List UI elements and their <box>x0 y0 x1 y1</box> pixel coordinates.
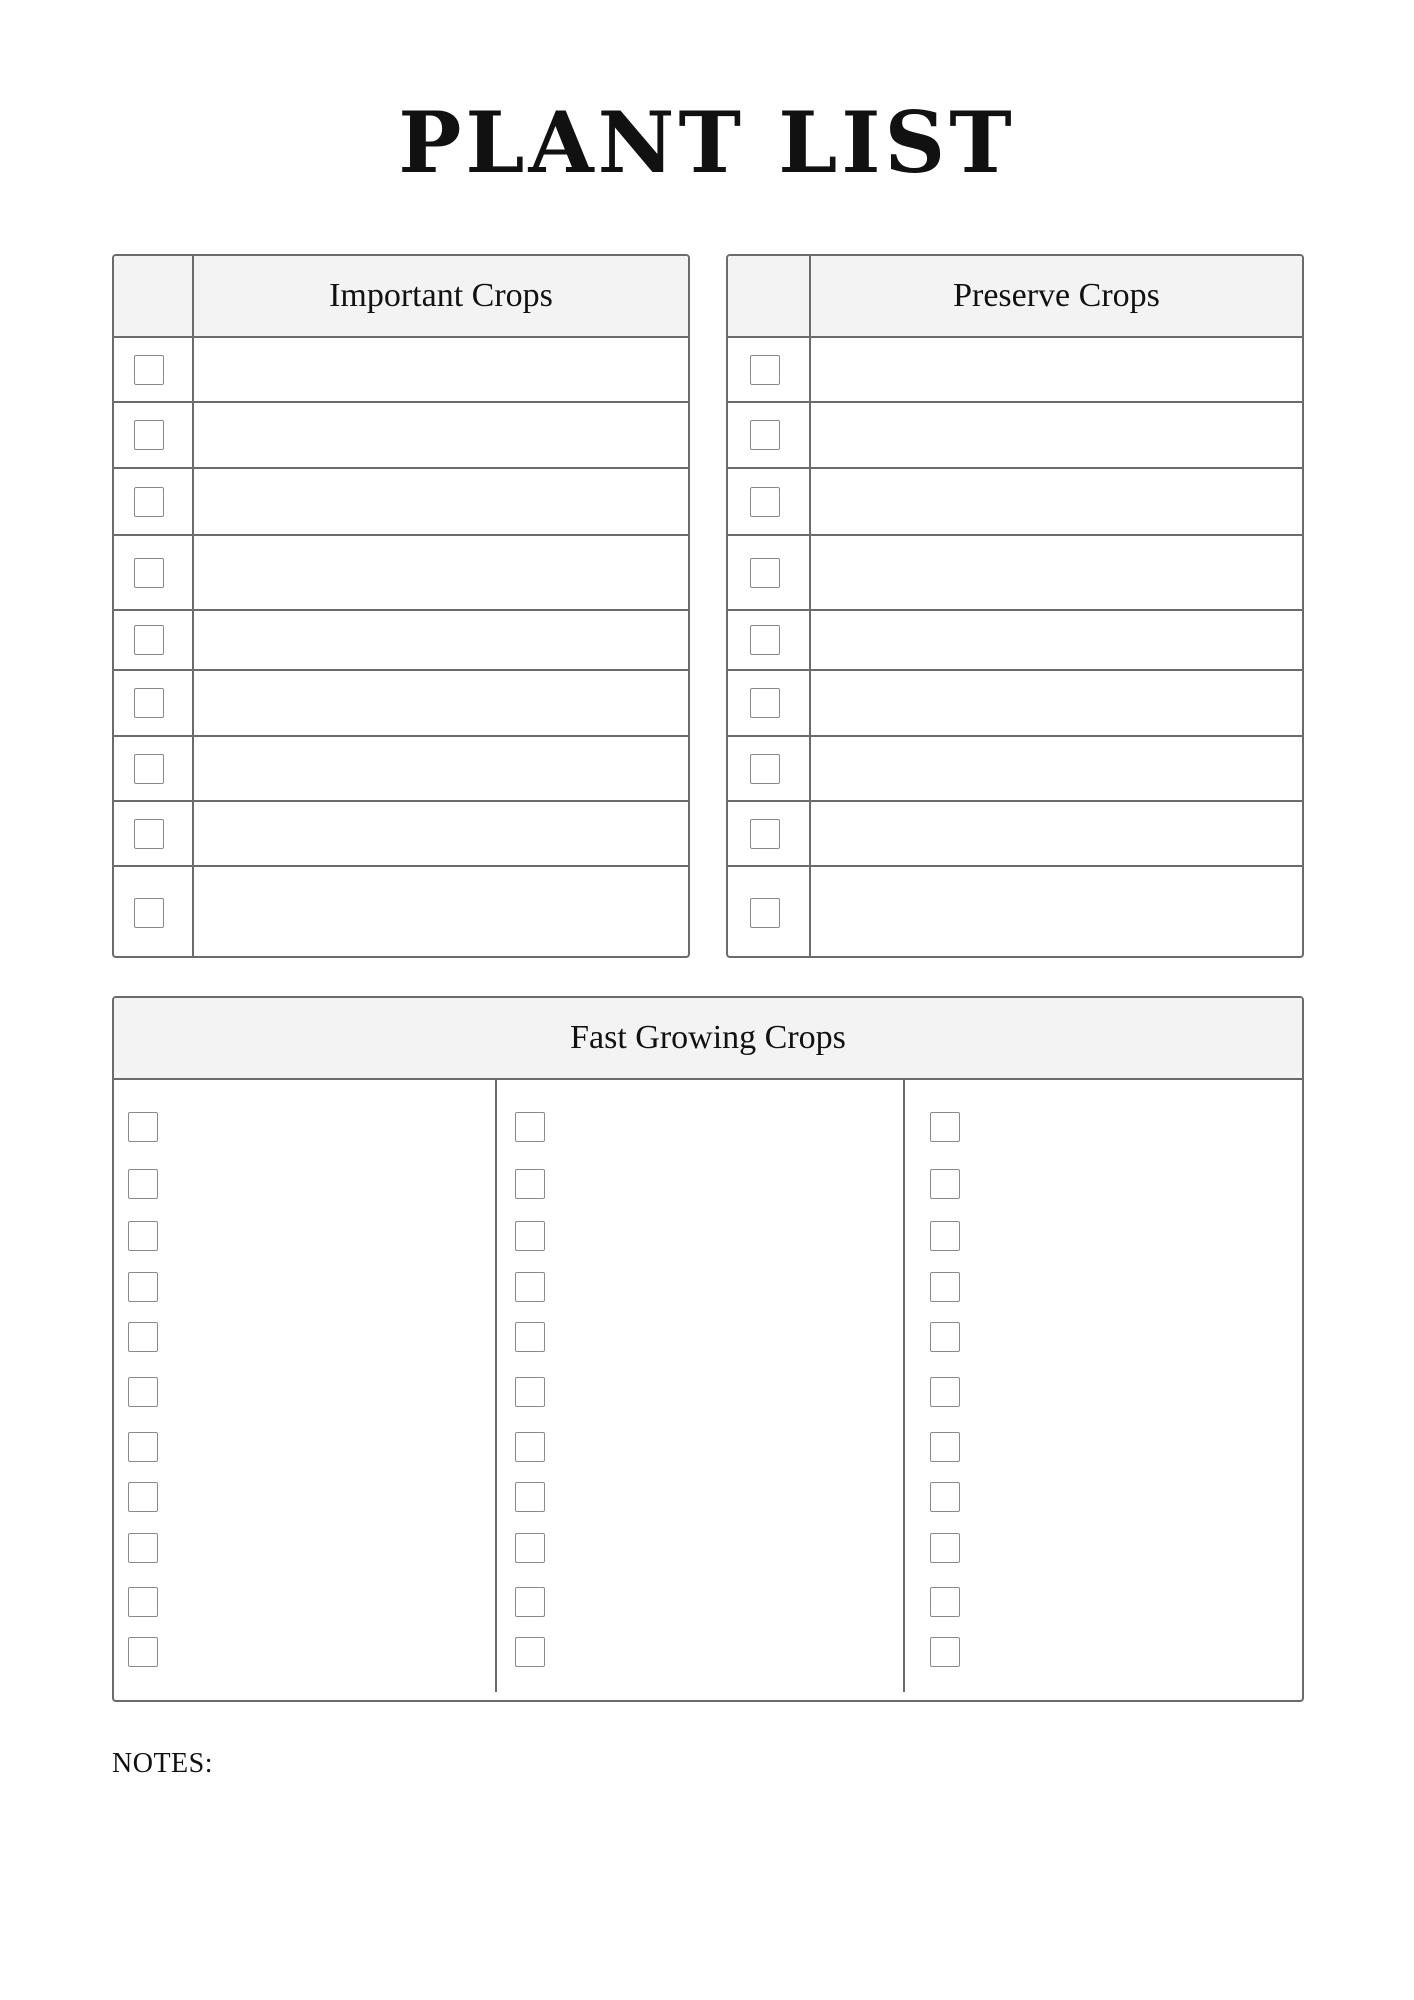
fast-crop-checkbox[interactable] <box>930 1169 960 1199</box>
fast-crop-checkbox[interactable] <box>128 1533 158 1563</box>
row-checkbox[interactable] <box>750 625 780 655</box>
fast-crop-checkbox[interactable] <box>128 1377 158 1407</box>
fast-crop-checkbox[interactable] <box>930 1272 960 1302</box>
table-row <box>114 536 688 611</box>
fast-crop-checkbox[interactable] <box>515 1322 545 1352</box>
fast-crop-checkbox[interactable] <box>930 1377 960 1407</box>
fast-crop-checkbox[interactable] <box>930 1432 960 1462</box>
fast-growing-crops-table <box>112 996 1304 1702</box>
fast-crop-checkbox[interactable] <box>930 1637 960 1667</box>
row-checkbox[interactable] <box>134 898 164 928</box>
table-row <box>114 737 688 802</box>
fast-crop-checkbox[interactable] <box>128 1322 158 1352</box>
fast-crop-checkbox[interactable] <box>128 1112 158 1142</box>
column-divider <box>903 1080 905 1692</box>
table-row <box>728 867 1302 958</box>
fast-growing-crops-header: Fast Growing Crops <box>570 1019 846 1056</box>
fast-crop-checkbox[interactable] <box>515 1221 545 1251</box>
table-row <box>728 671 1302 737</box>
table-row <box>728 737 1302 802</box>
row-checkbox[interactable] <box>750 688 780 718</box>
fast-crop-checkbox[interactable] <box>128 1432 158 1462</box>
fast-crop-checkbox[interactable] <box>930 1482 960 1512</box>
table-row <box>728 469 1302 536</box>
table-row <box>728 403 1302 469</box>
fast-crop-checkbox[interactable] <box>128 1221 158 1251</box>
table-row <box>114 867 688 958</box>
table-row <box>114 611 688 671</box>
fast-crop-checkbox[interactable] <box>128 1587 158 1617</box>
notes-label: NOTES: <box>112 1748 213 1779</box>
page-title: PLANT LIST <box>398 93 1016 192</box>
fast-crop-checkbox[interactable] <box>930 1322 960 1352</box>
table-row <box>114 403 688 469</box>
fast-crop-checkbox[interactable] <box>930 1533 960 1563</box>
table-row <box>728 338 1302 403</box>
fast-crop-checkbox[interactable] <box>128 1482 158 1512</box>
table-row <box>114 469 688 536</box>
table-row <box>728 536 1302 611</box>
table-header <box>728 256 1302 338</box>
row-checkbox[interactable] <box>750 487 780 517</box>
row-checkbox[interactable] <box>750 898 780 928</box>
fast-crop-checkbox[interactable] <box>128 1272 158 1302</box>
row-checkbox[interactable] <box>134 420 164 450</box>
row-checkbox[interactable] <box>750 355 780 385</box>
fast-crop-checkbox[interactable] <box>128 1169 158 1199</box>
preserve-crops-table <box>726 254 1304 958</box>
row-checkbox[interactable] <box>134 625 164 655</box>
fast-crop-checkbox[interactable] <box>515 1272 545 1302</box>
fast-crop-checkbox[interactable] <box>930 1587 960 1617</box>
row-checkbox[interactable] <box>750 754 780 784</box>
row-checkbox[interactable] <box>134 819 164 849</box>
fast-crop-checkbox[interactable] <box>128 1637 158 1667</box>
fast-crop-checkbox[interactable] <box>930 1112 960 1142</box>
row-checkbox[interactable] <box>134 558 164 588</box>
column-divider <box>495 1080 497 1692</box>
fast-crop-checkbox[interactable] <box>515 1169 545 1199</box>
table-header <box>114 256 688 338</box>
row-checkbox[interactable] <box>750 420 780 450</box>
fast-crop-checkbox[interactable] <box>515 1377 545 1407</box>
important-crops-header: Important Crops <box>329 277 553 314</box>
row-checkbox[interactable] <box>750 819 780 849</box>
row-checkbox[interactable] <box>134 487 164 517</box>
row-checkbox[interactable] <box>134 754 164 784</box>
table-row <box>728 611 1302 671</box>
fast-crop-checkbox[interactable] <box>515 1637 545 1667</box>
table-row <box>114 338 688 403</box>
fast-crop-checkbox[interactable] <box>930 1221 960 1251</box>
table-row <box>728 802 1302 867</box>
fast-crop-checkbox[interactable] <box>515 1587 545 1617</box>
fast-crop-checkbox[interactable] <box>515 1112 545 1142</box>
row-checkbox[interactable] <box>750 558 780 588</box>
fast-crop-checkbox[interactable] <box>515 1432 545 1462</box>
table-row <box>114 802 688 867</box>
row-checkbox[interactable] <box>134 355 164 385</box>
table-row <box>114 671 688 737</box>
row-checkbox[interactable] <box>134 688 164 718</box>
fast-crop-checkbox[interactable] <box>515 1482 545 1512</box>
fast-crop-checkbox[interactable] <box>515 1533 545 1563</box>
important-crops-table <box>112 254 690 958</box>
preserve-crops-header: Preserve Crops <box>953 277 1160 314</box>
table-header <box>114 998 1302 1080</box>
